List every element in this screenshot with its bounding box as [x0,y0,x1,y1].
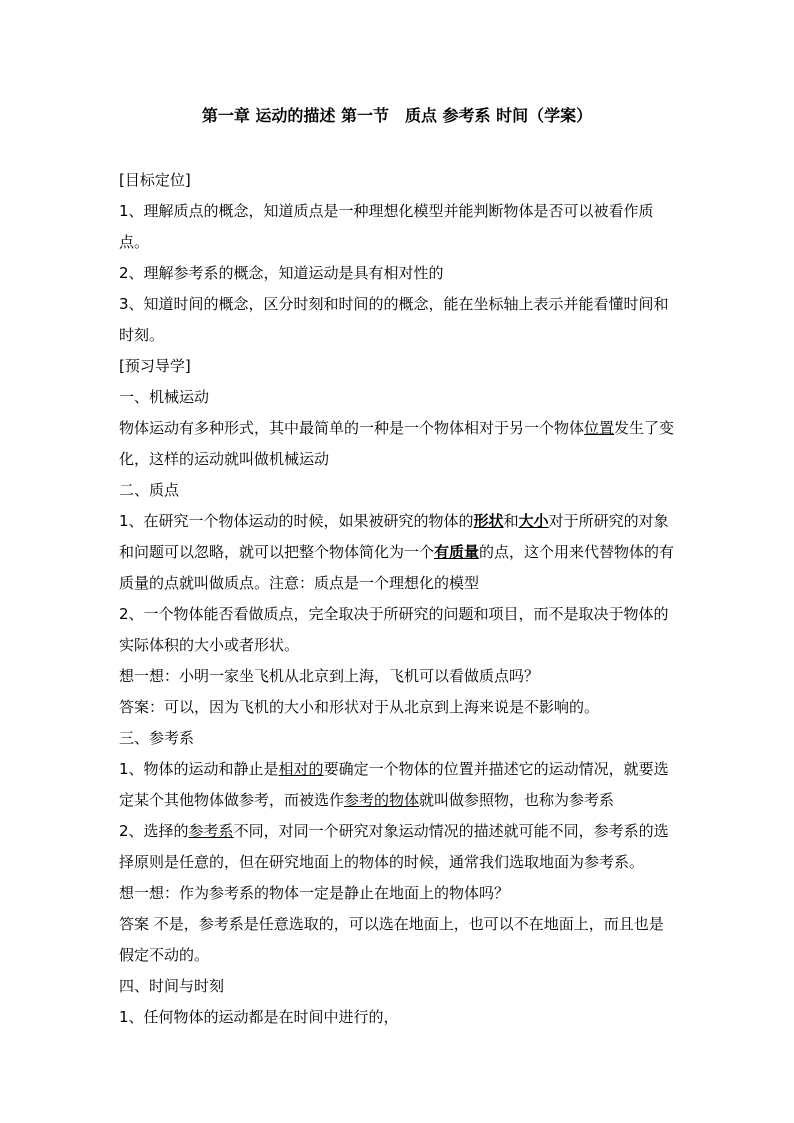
answer-2: 答案 不是，参考系是任意选取的，可以选在地面上，也可以不在地面上，而且也是假定不动的。 [119,915,664,964]
text-run: 2、选择的 [119,822,189,840]
page-title: 第一章 运动的描述 第一节 质点 参考系 时间（学案） [201,106,593,125]
goal-item-2: 2、理解参考系的概念，知道运动是具有相对性的 [119,264,444,282]
particle-paragraph-1 [119,506,677,599]
underlined-term-position: 位置 [584,419,615,437]
answer-1: 答案：可以，因为飞机的大小和形状对于从北京到上海来说是不影响的。 [119,698,600,716]
text-run: 和 [503,512,519,530]
underlined-term-mass: 有质量 [434,543,480,561]
section-heading-mechanical-motion: 一、机械运动 [119,388,210,406]
text-run: 1、在研究一个物体运动的时候，如果被研究的物体的 [119,512,474,530]
mechanical-motion-paragraph [119,413,677,475]
underlined-term-reference-object: 参考的物体 [344,791,420,809]
reference-paragraph-1 [119,754,677,816]
text-run: 的点，这个用来代替物体的有质量的点就叫做质点。注意：质点是一个理想化的模型 [119,543,675,592]
underlined-term-reference-frame: 参考系 [188,822,234,840]
think-question-2: 想一想：作为参考系的物体一定是静止在地面上的物体吗？ [119,884,510,902]
text-run: 物体运动有多种形式，其中最简单的一种是一个物体相对于另一个物体 [119,419,585,437]
section-heading-reference-frame: 三、参考系 [119,729,195,747]
underlined-term-shape: 形状 [473,512,504,530]
think-question-1: 想一想：小明一家坐飞机从北京到上海，飞机可以看做质点吗？ [119,667,540,685]
text-run: 发生了变化，这样的运动就叫做机械运动 [119,419,675,468]
goal-item-1: 1、理解质点的概念，知道质点是一种理想化模型并能判断物体是否可以被看作质点。 [119,202,654,251]
document-body [119,165,677,1033]
goal-heading: [目标定位] [119,171,191,189]
underlined-term-size: 大小 [518,512,549,530]
text-run: 1、物体的运动和静止是 [119,760,279,778]
underlined-term-relative: 相对的 [278,760,324,778]
text-run: 对于所研究的对象和问题可以忽略，就可以把整个物体简化为一个 [119,512,669,561]
text-run: 不同，对同一个研究对象运动情况的描述就可能不同，参考系的选择原则是任意的，但在研究地面上的物体的时候，通常我们选取地面为参考系。 [119,822,669,871]
goal-item-3: 3、知道时间的概念，区分时刻和时间的的概念，能在坐标轴上表示并能看懂时间和时刻。 [119,295,669,344]
time-paragraph-1: 1、任何物体的运动都是在时间中进行的， [119,1008,399,1026]
section-heading-particle: 二、质点 [119,481,180,499]
section-heading-time: 四、时间与时刻 [119,977,225,995]
preview-heading: [预习导学] [119,357,191,375]
reference-paragraph-2 [119,816,677,878]
text-run: 就叫做参照物，也称为参考系 [419,791,615,809]
particle-paragraph-2: 2、一个物体能否看做质点，完全取决于所研究的问题和项目，而不是取决于物体的实际体积的大小或者形状。 [119,605,669,654]
text-run: 要确定一个物体的位置并描述它的运动情况，就要选定某个其他物体做参考，而被选作 [119,760,669,809]
